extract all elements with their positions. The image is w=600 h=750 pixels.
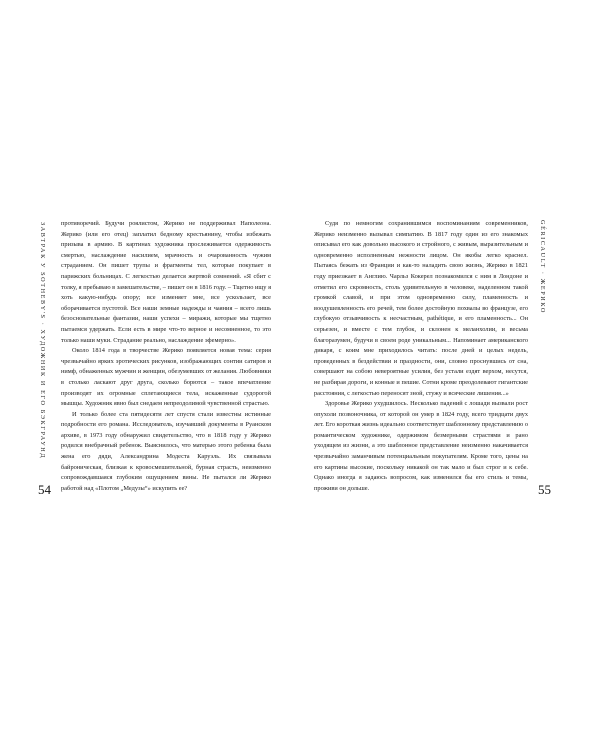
left-running-head: ЗАВТРАК У SOTHEBY'S · ХУДОЖНИК И ЕГО БЭКГРАУНД xyxy=(39,222,46,460)
right-page-body xyxy=(314,219,528,494)
right-page-number: 55 xyxy=(538,482,551,497)
left-paragraph-2: Около 1814 года в творчестве Жерико появляется новая тема: серия чрезвычайно ярких эротических рисунков, изображающих сонтии сатиров и нимф, обнаженных мужчин и женщин, обезумевших от желания. Любовники в столько ласкают друг друга, сколько борются – такое впечатление производят их огромные сплетающиеся тела, искаженные судорогой мышцы. Художник явно был снедаем непреодолимой чувственной страстью. xyxy=(61,347,271,408)
left-page-body xyxy=(61,219,271,494)
left-page-number: 54 xyxy=(38,482,51,497)
right-paragraph-1: Судя по немногим сохранившимся воспоминаниям современников, Жерико неизменно вызывал симпатию. В 1817 году один из его знакомых описывал его как довольно высокого и стройного, с живым, выразительным и одновременно исполненным нежности лицом. Он якобы легко краснел. Пытаясь бежать из Франции и как-то наладить свою жизнь, Жерико в 1821 году приезжает в Англию. Чарльз Кокерел познакомился с ним в Лондоне и отметил его скромность, столь удивительную в человеке, наделенном такой громкой славой, и при этом одновременно силу, пламенность и воодушевленность его речей, тем более достойную похвалы во французе, его глубокую отзывчивость к несчастным, pathétique, и его пламенность... Он серьезен, и вместе с тем глубок, и склонен к меланхолии, и весьма благоразумен, будучи в своем роде уникальным... Напоминает американского дикаря, с коим мне приходилось читать: после дней и целых недель, проведенных в бездействии и праздности, они, словно проснувшись от сна, совершают на собою невероятные усилия, без устали ездят верхом, несутся, не разбирая дороги, и конные и пешие. Сотни кроме преодолевают гигантские расстояния, с легкостью переносят зной, стужу и всяческие лишения...» xyxy=(314,220,528,397)
right-running-head: GÉRICAULT · ЖЕРИКО xyxy=(539,220,546,315)
left-paragraph-1: противоречий. Будучи роялистом, Жерико не поддерживал Наполеона. Жерико (или его отец) заплатил бедному крестьянину, чтобы избежать призыва в армию. В картинах художника прослеживается одержимость смертью, наслаждение насилием, мрачность и очарованность чужим страданием. Он пишет трупы и фрагменты тел, которые покупает в парижских больницах. С легкостью делается жертвой сомнений. «Я сбит с толку, я пребываю в замешательстве, – пишет он в 1816 году. – Тщетно ищу я хоть какую-нибудь опору; все изменяет мне, все ускользает, все оборачивается пустотой. Все наши земные надежды и чаяния – всего лишь безосновательные фантазии, наши успехи – миражи, которые мы тщетно пытаемся удержать. Если есть в мире что-то верное и несомненное, то это только наши муки. Страдание реально, наслаждение эфемерно». xyxy=(61,220,271,344)
left-paragraph-3: И только более ста пятидесяти лет спустя стали известны истинные подробности его романа. Исследователь, изучавший документы в Руанском архиве, в 1973 году обнаружил свидетельство, что в 1818 году у Жерико родился внебрачный ребенок. Выяснилось, что матерью этого ребенка была жена его дяди, Александрина Модеста Каруэль. Их связывала байроническая, близкая к кровосмешительной, бурная страсть, неизменно сопровождавшаяся глубоким ощущением вины. Не пытался ли Жерико работой над «Плотом „Медузы“» искупить ее? xyxy=(61,410,271,492)
right-paragraph-2: Здоровье Жерико ухудшилось. Несколько падений с лошади вызвали рост опухоли позвоночника, от которой он умер в 1824 году, всего тридцати двух лет. Его короткая жизнь идеально соответствует шаблонному представлению о романтическом художнике, одержимом безмерными страстями и рано уходящем из жизни, а это шаблонное представление неизменно накачивается чрезвычайно заманчивым потенциальным покупателям. Кроме того, цены на его картины высокие, поскольку никакой он так мало и был строг и к себе. Однако иногда я задаюсь вопросом, как изменился бы его стиль и темы, проживи он дольше. xyxy=(314,400,528,492)
